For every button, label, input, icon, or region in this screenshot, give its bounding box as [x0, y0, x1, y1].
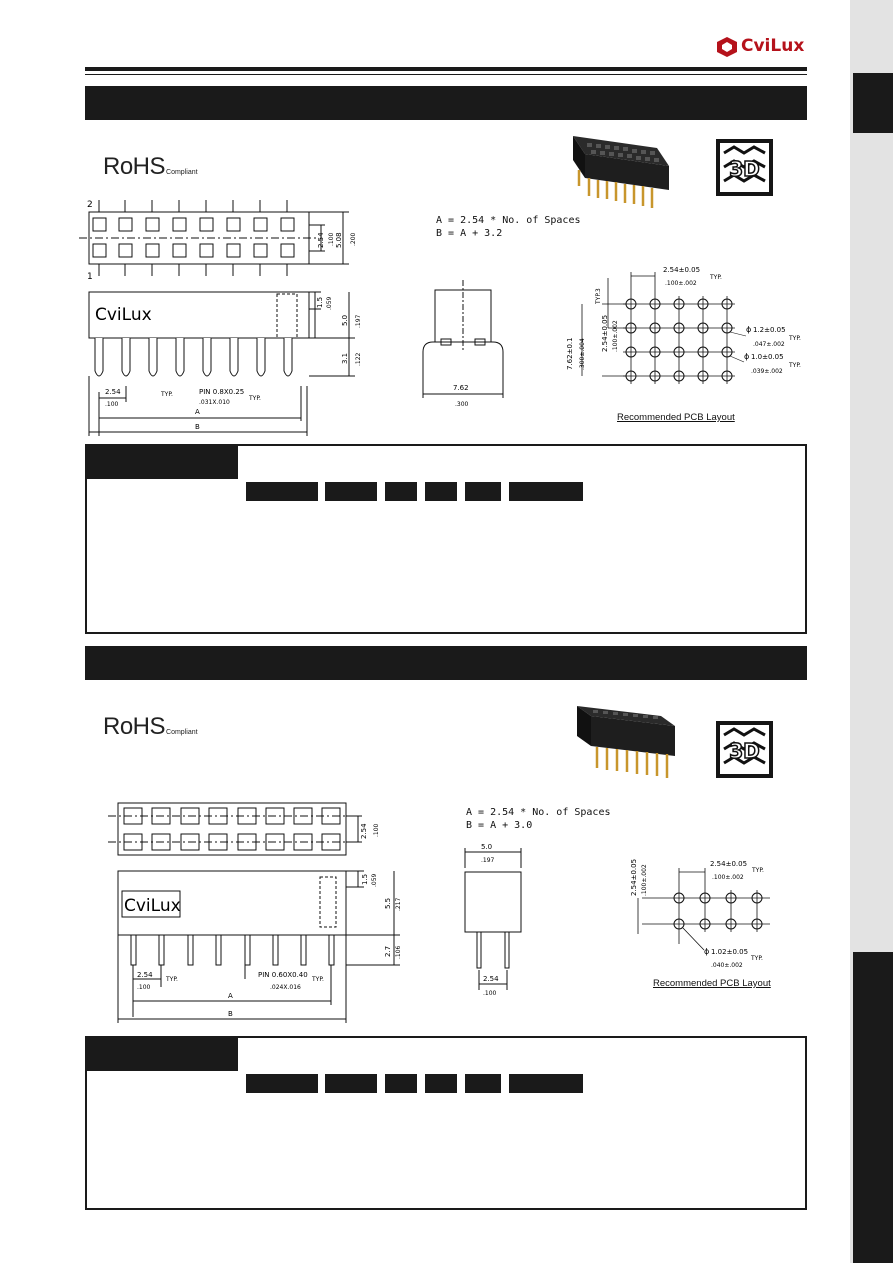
pn-segment-1 — [246, 1074, 318, 1093]
3d-label: 3D — [729, 739, 760, 763]
part-number-header — [87, 446, 238, 479]
section-2-pcb-caption: Recommended PCB Layout — [653, 978, 771, 989]
rohs-compliant-label: Compliant — [166, 729, 198, 736]
dim-.217: .217 — [395, 897, 402, 911]
dim-3.1: 3.1 — [341, 352, 349, 364]
pn-segment-6 — [509, 1074, 583, 1093]
row-2-label: 2 — [87, 200, 93, 210]
hole-mm: 1.02±0.05 — [711, 948, 749, 956]
hole2-in: .039±.002 — [751, 368, 783, 375]
hole2-typ: TYP. — [789, 362, 801, 369]
pcb-pitch-mm: 2.54±0.05 — [710, 860, 748, 868]
dim-.197: .197 — [355, 314, 362, 328]
pin-typ: TYP. — [249, 395, 261, 402]
section-2-formula — [466, 806, 611, 832]
rohs-compliant-label: Compliant — [166, 169, 198, 176]
hole1-phi: ϕ — [746, 325, 752, 334]
section-1-pcb-caption: Recommended PCB Layout — [617, 412, 735, 423]
cvilux-hexagon-icon — [716, 37, 738, 57]
formula-a: A = 2.54 * No. of Spaces — [466, 807, 611, 818]
section-1-connector-drawing — [85, 196, 365, 441]
dim-b-label: B — [195, 423, 200, 431]
side-dim-2.54: 2.54 — [483, 975, 499, 983]
sidebar-tab-bottom — [853, 952, 893, 1263]
hole1-mm: 1.2±0.05 — [753, 326, 786, 334]
hole-in: .040±.002 — [711, 962, 743, 969]
pcb-pitch-mm: 2.54±0.05 — [663, 266, 701, 274]
side-dim-.300: .300 — [455, 401, 469, 408]
side-dim-5.0: 5.0 — [481, 843, 493, 851]
section-2-rohs — [103, 713, 198, 741]
dim-1.5: 1.5 — [361, 873, 369, 885]
pitch-mm: 2.54 — [105, 388, 121, 396]
dim-a-label: A — [195, 408, 200, 416]
pcb-pitch-in: .100±.002 — [665, 280, 697, 287]
section-2-pcb-layout — [620, 852, 820, 982]
pn-segment-2 — [325, 482, 377, 501]
dim-1.5: 1.5 — [316, 296, 324, 308]
section-2-side-view — [455, 838, 535, 998]
pin-size-in: .031X.010 — [199, 399, 230, 406]
hole-phi: ϕ — [704, 947, 710, 956]
dim-.059: .059 — [326, 296, 333, 310]
section-1-side-view — [415, 276, 525, 416]
dim-.200: .200 — [350, 232, 357, 246]
pn-segment-6 — [509, 482, 583, 501]
pn-segment-4 — [425, 482, 457, 501]
section-2-connector-drawing — [100, 795, 400, 1030]
pn-segment-5 — [465, 1074, 501, 1093]
header-rule-thin — [85, 74, 807, 75]
section-1-title-bar — [85, 86, 807, 120]
dim-2.54: 2.54 — [317, 232, 325, 248]
section-2-title-bar — [85, 646, 807, 680]
pcb-vpitch-mm: 2.54±0.05 — [630, 858, 638, 896]
pcb-vpitch-in: .100±.002 — [641, 864, 648, 896]
pn-segment-2 — [325, 1074, 377, 1093]
pitch-mm: 2.54 — [137, 971, 153, 979]
section-2-product-photo — [573, 696, 683, 788]
formula-a: A = 2.54 * No. of Spaces — [436, 215, 581, 226]
dim-a-label: A — [228, 992, 233, 1000]
pcb-typ3: TYP.3 — [595, 288, 602, 304]
dim-.122: .122 — [355, 352, 362, 366]
formula-b: B = A + 3.0 — [466, 820, 533, 831]
pin-size-in: .024X.016 — [270, 984, 301, 991]
dim-5.5: 5.5 — [384, 897, 392, 909]
pn-segment-1 — [246, 482, 318, 501]
pcb-pitch-typ: TYP. — [710, 274, 722, 281]
dim-.059: .059 — [371, 873, 378, 887]
pcb-vpitch-in: .100±.002 — [612, 320, 619, 352]
dim-b-label: B — [228, 1010, 233, 1018]
pin-size-mm: PIN 0.8X0.25 — [199, 388, 245, 396]
dim-2.54: 2.54 — [360, 823, 368, 839]
section-1-pcb-layout — [560, 256, 820, 431]
hole1-in: .047±.002 — [753, 341, 785, 348]
formula-b: B = A + 3.2 — [436, 228, 503, 239]
part-number-header — [87, 1038, 238, 1071]
body-logo: CviLux — [95, 305, 152, 325]
pitch-typ: TYP. — [161, 391, 173, 398]
pcb-row-mm: 7.62±0.1 — [566, 337, 574, 370]
dim-5.0: 5.0 — [341, 314, 349, 326]
pitch-in: .100 — [137, 984, 151, 991]
hole2-mm: 1.0±0.05 — [751, 353, 784, 361]
section-2-3d-model-icon[interactable] — [716, 721, 773, 778]
brand-name: CviLux — [741, 36, 805, 56]
section-1-3d-model-icon[interactable] — [716, 139, 773, 196]
body-logo: CviLux — [124, 896, 181, 916]
sidebar-tab-top — [853, 73, 893, 133]
side-dim-.197: .197 — [481, 857, 495, 864]
side-dim-.100: .100 — [483, 990, 497, 997]
rohs-label: RoHS — [103, 153, 166, 180]
side-dim-7.62: 7.62 — [453, 384, 469, 392]
row-1-label: 1 — [87, 272, 93, 282]
pcb-row-in: .300±.004 — [579, 338, 586, 370]
section-2-part-number-box — [85, 1036, 807, 1210]
pitch-typ: TYP. — [166, 976, 178, 983]
hole-typ: TYP. — [751, 955, 763, 962]
dim-.100: .100 — [373, 823, 380, 837]
pcb-pitch-typ: TYP. — [752, 867, 764, 874]
dim-.100: .100 — [328, 232, 335, 246]
pn-segment-5 — [465, 482, 501, 501]
pn-segment-4 — [425, 1074, 457, 1093]
section-1-rohs — [103, 153, 198, 181]
dim-2.7: 2.7 — [384, 945, 392, 957]
pcb-vpitch-mm: 2.54±0.05 — [601, 314, 609, 352]
header-rule-thick — [85, 67, 807, 71]
hole1-typ: TYP. — [789, 335, 801, 342]
3d-label: 3D — [729, 157, 760, 181]
pn-segment-3 — [385, 482, 417, 501]
section-1-formula — [436, 214, 581, 240]
pin-typ: TYP. — [312, 976, 324, 983]
dim-.106: .106 — [395, 945, 402, 959]
section-1-product-photo — [565, 126, 675, 218]
pcb-pitch-in: .100±.002 — [712, 874, 744, 881]
rohs-label: RoHS — [103, 713, 166, 740]
hole2-phi: ϕ — [744, 352, 750, 361]
pitch-in: .100 — [105, 401, 119, 408]
section-1-part-number-box — [85, 444, 807, 634]
pin-size-mm: PIN 0.60X0.40 — [258, 971, 308, 979]
dim-5.08: 5.08 — [335, 232, 343, 248]
pn-segment-3 — [385, 1074, 417, 1093]
